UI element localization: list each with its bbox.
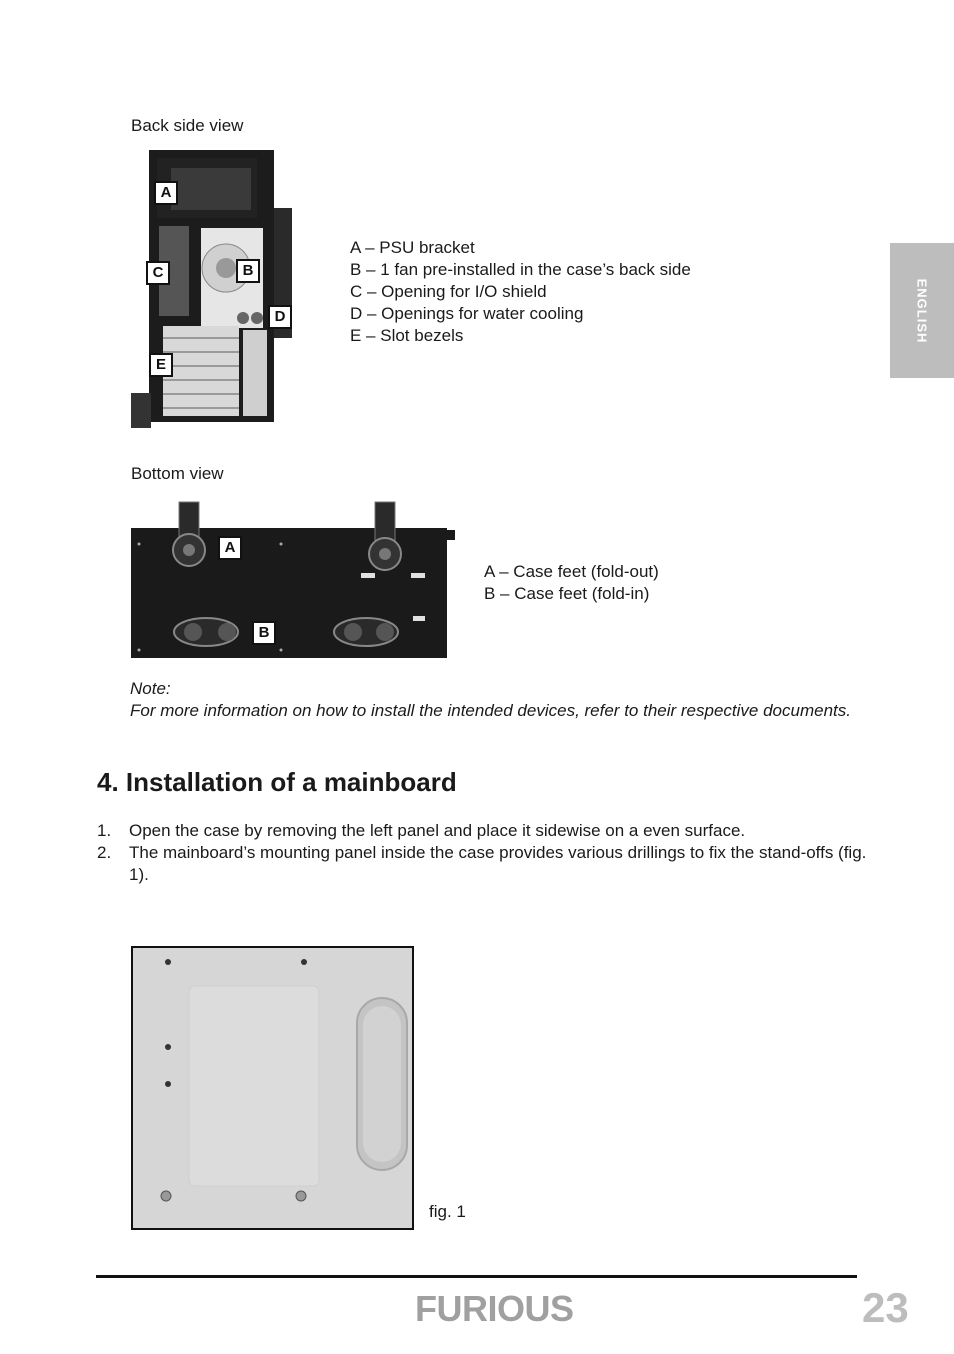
back-callout-a: A xyxy=(154,181,178,205)
legend-item-feet-fold-in: B – Case feet (fold-in) xyxy=(484,584,650,603)
note-body: For more information on how to install the intended devices, refer to their respective documents. xyxy=(130,701,851,720)
section-heading: 4. Installation of a mainboard xyxy=(97,767,457,797)
note-title: Note: xyxy=(130,679,171,698)
list-item xyxy=(97,820,867,842)
back-callout-e: E xyxy=(149,353,173,377)
figure-1-caption: fig. 1 xyxy=(429,1202,466,1221)
step-number: 2. xyxy=(97,843,112,862)
bottom-callout-a: A xyxy=(218,536,242,560)
step-text: Open the case by removing the left panel and place it sidewise on a even surface. xyxy=(129,821,746,840)
language-tab-label: ENGLISH xyxy=(914,278,930,343)
back-view-caption: Back side view xyxy=(131,116,244,135)
step-number: 1. xyxy=(97,821,112,840)
back-callout-b: B xyxy=(236,259,260,283)
back-view-photo xyxy=(131,148,293,429)
legend-item-fan: B – 1 fan pre-installed in the case’s back side xyxy=(350,260,691,279)
legend-item-io-shield: C – Opening for I/O shield xyxy=(350,282,547,301)
steps-list xyxy=(97,820,867,886)
legend-item-feet-fold-out: A – Case feet (fold-out) xyxy=(484,562,659,581)
bottom-view-photo xyxy=(131,500,455,660)
legend-item-water-cooling: D – Openings for water cooling xyxy=(350,304,584,323)
page-number: 23 xyxy=(862,1284,909,1331)
legend-item-slot-bezels: E – Slot bezels xyxy=(350,326,464,345)
language-tab xyxy=(890,243,954,378)
bottom-callout-b: B xyxy=(252,621,276,645)
bottom-view-caption: Bottom view xyxy=(131,464,224,483)
back-callout-c: C xyxy=(146,261,170,285)
figure-1-photo xyxy=(131,946,414,1230)
footer-brand: FURIOUS xyxy=(415,1288,574,1329)
bottom-view-legend xyxy=(484,561,659,605)
step-text: The mainboard’s mounting panel inside the case provides various drillings to fix the stand-offs (fig. 1). xyxy=(129,843,867,884)
footer-divider xyxy=(96,1275,857,1278)
back-callout-d: D xyxy=(268,305,292,329)
back-view-legend xyxy=(350,237,691,347)
list-item xyxy=(97,842,867,886)
note-block xyxy=(130,678,870,722)
legend-item-psu-bracket: A – PSU bracket xyxy=(350,238,475,257)
